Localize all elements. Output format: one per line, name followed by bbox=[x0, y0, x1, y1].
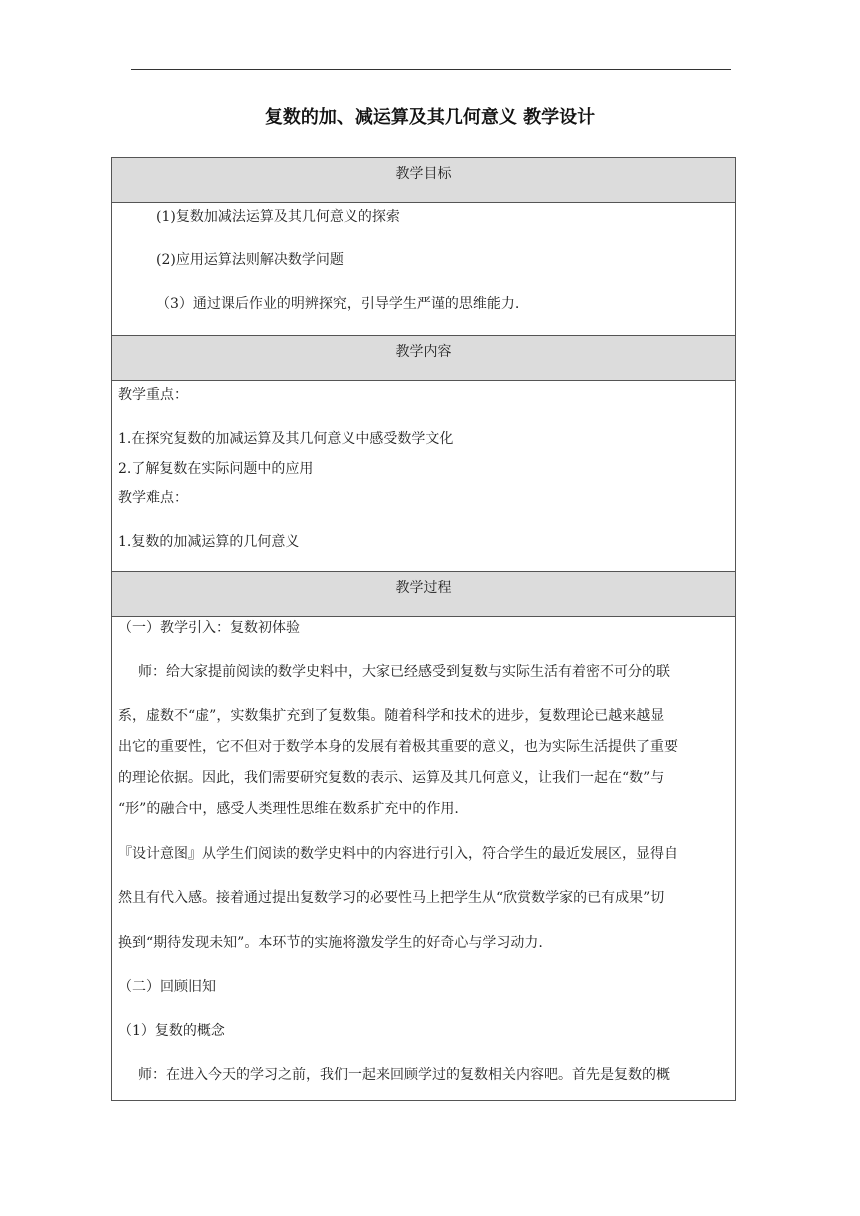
process-line: （二）回顾旧知 bbox=[118, 979, 216, 995]
goals-section bbox=[112, 203, 735, 336]
header-rule bbox=[131, 69, 731, 70]
key-points-label: 教学重点： bbox=[118, 387, 188, 403]
process-line: 然且有代入感。接着通过提出复数学习的必要性马上把学生从“欣赏数学家的已有成果”切 bbox=[118, 890, 665, 906]
content-header: 教学内容 bbox=[112, 336, 735, 381]
goal-item: (1)复数加减法运算及其几何意义的探索 bbox=[156, 209, 400, 225]
key-point-item: 1.在探究复数的加减运算及其几何意义中感受数学文化 bbox=[118, 431, 454, 447]
process-line: 『设计意图』从学生们阅读的数学史料中的内容进行引入，符合学生的最近发展区，显得自 bbox=[118, 846, 678, 862]
lesson-plan-table bbox=[111, 157, 736, 1101]
goal-item: （3）通过课后作业的明辨探究，引导学生严谨的思维能力. bbox=[156, 296, 520, 312]
process-line: 师：给大家提前阅读的数学史料中，大家已经感受到复数与实际生活有着密不可分的联 bbox=[138, 664, 670, 680]
process-line: 系，虚数不“虚”，实数集扩充到了复数集。随着科学和技术的进步，复数理论已越来越显 bbox=[118, 708, 665, 724]
process-line: （一）教学引入：复数初体验 bbox=[118, 620, 300, 636]
process-line: （1）复数的概念 bbox=[118, 1023, 225, 1039]
process-line: 的理论依据。因此，我们需要研究复数的表示、运算及其几何意义，让我们一起在“数”与 bbox=[118, 770, 665, 786]
content-section bbox=[112, 381, 735, 572]
document-title: 复数的加、减运算及其几何意义 教学设计 bbox=[264, 107, 596, 128]
goal-item: (2)应用运算法则解决数学问题 bbox=[156, 252, 344, 268]
process-line: 换到“期待发现未知”。本环节的实施将激发学生的好奇心与学习动力. bbox=[118, 935, 543, 951]
difficulty-label: 教学难点： bbox=[118, 490, 188, 506]
difficulty-item: 1.复数的加减运算的几何意义 bbox=[118, 534, 300, 550]
process-header: 教学过程 bbox=[112, 572, 735, 617]
process-line: 出它的重要性，它不但对于数学本身的发展有着极其重要的意义，也为实际生活提供了重要 bbox=[118, 739, 678, 755]
process-section bbox=[112, 617, 735, 1100]
process-line: “形”的融合中，感受人类理性思维在数系扩充中的作用. bbox=[118, 801, 459, 817]
process-line: 师：在进入今天的学习之前，我们一起来回顾学过的复数相关内容吧。首先是复数的概 bbox=[138, 1067, 670, 1083]
goals-header: 教学目标 bbox=[112, 158, 735, 203]
key-point-item: 2.了解复数在实际问题中的应用 bbox=[118, 461, 314, 477]
